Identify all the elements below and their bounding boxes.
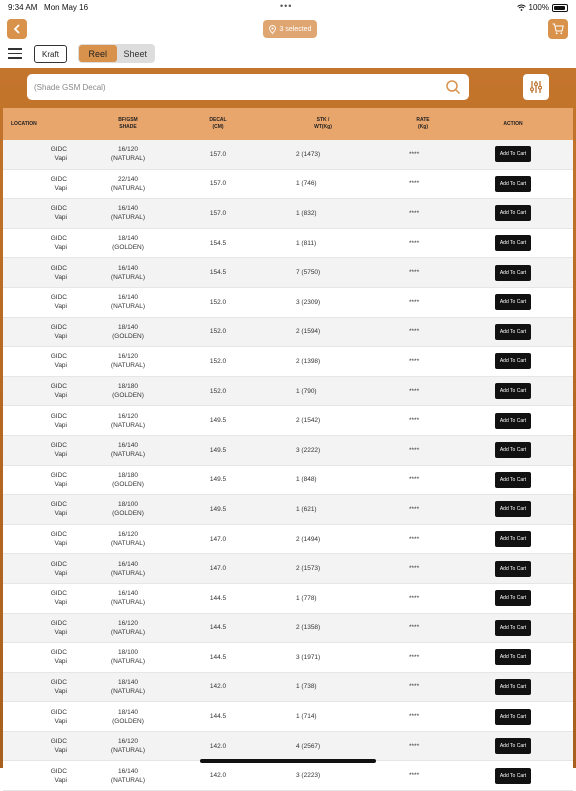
hamburger-menu-icon[interactable] bbox=[8, 48, 22, 59]
segment-sheet[interactable]: Sheet bbox=[123, 48, 148, 59]
cell-location: GIDC Vapi bbox=[50, 678, 67, 695]
cell-decal: 142.0 bbox=[209, 742, 227, 750]
cell-location: GIDC Vapi bbox=[50, 175, 67, 192]
cell-location: GIDC Vapi bbox=[50, 146, 67, 163]
cell-bf-gsm: 16/140 (NATURAL) bbox=[110, 767, 146, 784]
cell-decal: 152.0 bbox=[209, 357, 227, 365]
cell-bf-gsm: 16/140 (NATURAL) bbox=[110, 205, 146, 222]
cell-bf-gsm: 18/100 (GOLDEN) bbox=[112, 501, 144, 518]
cell-rate: **** bbox=[409, 594, 420, 602]
selected-location-pill[interactable] bbox=[263, 20, 317, 38]
cell-rate: **** bbox=[409, 535, 420, 543]
cell-location: GIDC Vapi bbox=[50, 323, 67, 340]
table-row bbox=[3, 406, 573, 436]
cell-rate: **** bbox=[409, 683, 420, 691]
cell-action bbox=[453, 679, 573, 695]
cell-stk-wt: 1 (778) bbox=[296, 594, 317, 602]
add-to-cart-button[interactable]: Add To Cart bbox=[495, 294, 531, 310]
cell-stk-wt: 1 (832) bbox=[296, 209, 317, 217]
cell-decal: 157.0 bbox=[209, 209, 227, 217]
kraft-filter-button[interactable]: Kraft bbox=[34, 45, 67, 63]
add-to-cart-button[interactable]: Add To Cart bbox=[495, 413, 531, 429]
table-row bbox=[3, 377, 573, 407]
back-button[interactable] bbox=[7, 19, 27, 39]
table-row bbox=[3, 554, 573, 584]
cell-rate: **** bbox=[409, 742, 420, 750]
cell-rate: **** bbox=[409, 565, 420, 573]
cell-bf-gsm: 16/120 (NATURAL) bbox=[110, 146, 146, 163]
cell-location: GIDC Vapi bbox=[50, 294, 67, 311]
cell-action bbox=[453, 176, 573, 192]
cell-action bbox=[453, 709, 573, 725]
add-to-cart-button[interactable]: Add To Cart bbox=[495, 353, 531, 369]
cell-rate: **** bbox=[409, 387, 420, 395]
cell-rate: **** bbox=[409, 653, 420, 661]
cell-location: GIDC Vapi bbox=[50, 205, 67, 222]
add-to-cart-button[interactable]: Add To Cart bbox=[495, 176, 531, 192]
cell-rate: **** bbox=[409, 150, 420, 158]
cell-decal: 157.0 bbox=[209, 180, 227, 188]
cell-bf-gsm: 18/180 (GOLDEN) bbox=[112, 383, 144, 400]
table-row bbox=[3, 584, 573, 614]
add-to-cart-button[interactable]: Add To Cart bbox=[495, 738, 531, 754]
selected-count-label: 3 selected bbox=[279, 25, 312, 33]
add-to-cart-button[interactable]: Add To Cart bbox=[495, 235, 531, 251]
cell-decal: 149.5 bbox=[209, 417, 227, 425]
table-row bbox=[3, 140, 573, 170]
cart-button[interactable] bbox=[548, 19, 568, 39]
cell-action bbox=[453, 413, 573, 429]
cell-decal: 147.0 bbox=[209, 565, 227, 573]
cell-action bbox=[453, 531, 573, 547]
cell-decal: 152.0 bbox=[209, 387, 227, 395]
cell-location: GIDC Vapi bbox=[50, 649, 67, 666]
add-to-cart-button[interactable]: Add To Cart bbox=[495, 205, 531, 221]
add-to-cart-button[interactable]: Add To Cart bbox=[495, 442, 531, 458]
cell-location: GIDC Vapi bbox=[50, 738, 67, 755]
cell-rate: **** bbox=[409, 269, 420, 277]
cell-stk-wt: 2 (1473) bbox=[296, 150, 321, 158]
cell-rate: **** bbox=[409, 239, 420, 247]
cell-action bbox=[453, 768, 573, 784]
add-to-cart-button[interactable]: Add To Cart bbox=[495, 709, 531, 725]
cell-location: GIDC Vapi bbox=[50, 353, 67, 370]
cell-location: GIDC Vapi bbox=[50, 531, 67, 548]
cell-decal: 149.5 bbox=[209, 505, 227, 513]
cell-stk-wt: 2 (1542) bbox=[296, 417, 321, 425]
home-indicator bbox=[200, 759, 376, 763]
cell-location: GIDC Vapi bbox=[50, 412, 67, 429]
cart-icon bbox=[552, 23, 564, 35]
table-body bbox=[3, 140, 573, 791]
cell-bf-gsm: 18/140 (GOLDEN) bbox=[112, 708, 144, 725]
reel-sheet-segmented-control bbox=[78, 44, 155, 63]
add-to-cart-button[interactable]: Add To Cart bbox=[495, 561, 531, 577]
table-row bbox=[3, 702, 573, 732]
cell-action bbox=[453, 146, 573, 162]
table-row bbox=[3, 288, 573, 318]
table-row bbox=[3, 229, 573, 259]
cell-stk-wt: 1 (746) bbox=[296, 180, 317, 188]
location-pin-icon bbox=[269, 25, 276, 34]
cell-stk-wt: 7 (5750) bbox=[296, 269, 321, 277]
table-row bbox=[3, 347, 573, 377]
cell-stk-wt: 2 (1398) bbox=[296, 357, 321, 365]
status-bar bbox=[0, 0, 576, 14]
cell-bf-gsm: 22/140 (NATURAL) bbox=[110, 175, 146, 192]
cell-decal: 144.5 bbox=[209, 594, 227, 602]
cell-rate: **** bbox=[409, 624, 420, 632]
add-to-cart-button[interactable]: Add To Cart bbox=[495, 383, 531, 399]
cell-rate: **** bbox=[409, 328, 420, 336]
cell-action bbox=[453, 265, 573, 281]
inventory-table bbox=[3, 108, 573, 784]
cell-action bbox=[453, 205, 573, 221]
cell-action bbox=[453, 501, 573, 517]
cell-stk-wt: 3 (2223) bbox=[296, 772, 321, 780]
cell-rate: **** bbox=[409, 505, 420, 513]
cell-location: GIDC Vapi bbox=[50, 767, 67, 784]
header-stk-wt: STK / WT(Kg) bbox=[314, 117, 332, 130]
cell-stk-wt: 1 (848) bbox=[296, 476, 317, 484]
cell-stk-wt: 4 (2567) bbox=[296, 742, 321, 750]
cell-rate: **** bbox=[409, 772, 420, 780]
cell-location: GIDC Vapi bbox=[50, 235, 67, 252]
cell-location: GIDC Vapi bbox=[50, 383, 67, 400]
cell-stk-wt: 1 (714) bbox=[296, 713, 317, 721]
cell-stk-wt: 1 (738) bbox=[296, 683, 317, 691]
search-input[interactable] bbox=[27, 74, 469, 100]
cell-rate: **** bbox=[409, 446, 420, 454]
table-row bbox=[3, 436, 573, 466]
table-row bbox=[3, 318, 573, 348]
cell-rate: **** bbox=[409, 713, 420, 721]
cell-stk-wt: 1 (811) bbox=[296, 239, 317, 247]
cell-location: GIDC Vapi bbox=[50, 501, 67, 518]
status-right bbox=[517, 3, 568, 12]
cell-bf-gsm: 16/140 (NATURAL) bbox=[110, 590, 146, 607]
cell-decal: 149.5 bbox=[209, 446, 227, 454]
cell-location: GIDC Vapi bbox=[50, 442, 67, 459]
cell-bf-gsm: 16/120 (NATURAL) bbox=[110, 619, 146, 636]
add-to-cart-button[interactable]: Add To Cart bbox=[495, 649, 531, 665]
table-row bbox=[3, 466, 573, 496]
table-row bbox=[3, 761, 573, 791]
cell-action bbox=[453, 649, 573, 665]
cell-rate: **** bbox=[409, 476, 420, 484]
cell-bf-gsm: 16/140 (NATURAL) bbox=[110, 442, 146, 459]
table-header bbox=[3, 108, 573, 140]
cell-bf-gsm: 16/120 (NATURAL) bbox=[110, 412, 146, 429]
add-to-cart-button[interactable]: Add To Cart bbox=[495, 620, 531, 636]
filter-button[interactable] bbox=[523, 74, 549, 100]
header-bf-gsm: BF/GSM SHADE bbox=[118, 117, 138, 130]
cell-decal: 142.0 bbox=[209, 683, 227, 691]
cell-action bbox=[453, 442, 573, 458]
cell-decal: 147.0 bbox=[209, 535, 227, 543]
cell-action bbox=[453, 324, 573, 340]
cell-decal: 144.5 bbox=[209, 624, 227, 632]
wifi-icon bbox=[517, 4, 526, 11]
table-row bbox=[3, 614, 573, 644]
cell-stk-wt: 3 (2222) bbox=[296, 446, 321, 454]
status-time: 9:34 AM Mon May 16 bbox=[8, 3, 89, 12]
cell-rate: **** bbox=[409, 180, 420, 188]
multitasking-dots[interactable]: ••• bbox=[280, 1, 293, 11]
cell-rate: **** bbox=[409, 357, 420, 365]
cell-stk-wt: 1 (790) bbox=[296, 387, 317, 395]
cell-decal: 142.0 bbox=[209, 772, 227, 780]
cell-decal: 152.0 bbox=[209, 298, 227, 306]
cell-action bbox=[453, 383, 573, 399]
add-to-cart-button[interactable]: Add To Cart bbox=[495, 146, 531, 162]
header-action: ACTION bbox=[503, 120, 523, 127]
cell-stk-wt: 2 (1573) bbox=[296, 565, 321, 573]
cell-bf-gsm: 16/140 (NATURAL) bbox=[110, 294, 146, 311]
search-icon[interactable] bbox=[445, 79, 461, 95]
table-row bbox=[3, 199, 573, 229]
header-location: LOCATION bbox=[11, 120, 37, 127]
table-row bbox=[3, 525, 573, 555]
cell-decal: 154.5 bbox=[209, 269, 227, 277]
add-to-cart-button[interactable]: Add To Cart bbox=[495, 679, 531, 695]
cell-bf-gsm: 16/140 (NATURAL) bbox=[110, 264, 146, 281]
add-to-cart-button[interactable]: Add To Cart bbox=[495, 531, 531, 547]
cell-bf-gsm: 16/120 (NATURAL) bbox=[110, 353, 146, 370]
cell-bf-gsm: 18/140 (GOLDEN) bbox=[112, 235, 144, 252]
table-row bbox=[3, 258, 573, 288]
segment-reel[interactable]: Reel bbox=[79, 45, 117, 62]
cell-stk-wt: 1 (621) bbox=[296, 505, 317, 513]
cell-stk-wt: 2 (1358) bbox=[296, 624, 321, 632]
table-row bbox=[3, 495, 573, 525]
cell-action bbox=[453, 738, 573, 754]
cell-location: GIDC Vapi bbox=[50, 708, 67, 725]
search-placeholder: (Shade GSM Decal) bbox=[34, 82, 106, 92]
add-to-cart-button[interactable]: Add To Cart bbox=[495, 501, 531, 517]
add-to-cart-button[interactable]: Add To Cart bbox=[495, 265, 531, 281]
sliders-icon bbox=[529, 80, 543, 94]
cell-decal: 154.5 bbox=[209, 239, 227, 247]
cell-decal: 149.5 bbox=[209, 476, 227, 484]
add-to-cart-button[interactable]: Add To Cart bbox=[495, 324, 531, 340]
cell-action bbox=[453, 294, 573, 310]
cell-action bbox=[453, 561, 573, 577]
cell-bf-gsm: 18/140 (GOLDEN) bbox=[112, 323, 144, 340]
cell-location: GIDC Vapi bbox=[50, 264, 67, 281]
cell-bf-gsm: 16/140 (NATURAL) bbox=[110, 560, 146, 577]
cell-bf-gsm: 18/100 (NATURAL) bbox=[110, 649, 146, 666]
cell-action bbox=[453, 235, 573, 251]
cell-stk-wt: 2 (1494) bbox=[296, 535, 321, 543]
table-row bbox=[3, 170, 573, 200]
table-row bbox=[3, 643, 573, 673]
cell-stk-wt: 3 (1971) bbox=[296, 653, 321, 661]
cell-rate: **** bbox=[409, 417, 420, 425]
cell-bf-gsm: 16/120 (NATURAL) bbox=[110, 531, 146, 548]
cell-decal: 144.5 bbox=[209, 653, 227, 661]
add-to-cart-button[interactable]: Add To Cart bbox=[495, 472, 531, 488]
cell-bf-gsm: 18/180 (GOLDEN) bbox=[112, 471, 144, 488]
cell-location: GIDC Vapi bbox=[50, 619, 67, 636]
cell-action bbox=[453, 472, 573, 488]
battery-icon bbox=[552, 4, 568, 12]
header-decal: DECAL (CM) bbox=[209, 117, 227, 130]
cell-action bbox=[453, 620, 573, 636]
header-rate: RATE (Kg) bbox=[416, 117, 430, 130]
cell-decal: 152.0 bbox=[209, 328, 227, 336]
cell-bf-gsm: 16/120 (NATURAL) bbox=[110, 738, 146, 755]
cell-bf-gsm: 18/140 (NATURAL) bbox=[110, 678, 146, 695]
cell-location: GIDC Vapi bbox=[50, 471, 67, 488]
cell-stk-wt: 2 (1594) bbox=[296, 328, 321, 336]
cell-decal: 157.0 bbox=[209, 150, 227, 158]
cell-location: GIDC Vapi bbox=[50, 560, 67, 577]
cell-rate: **** bbox=[409, 298, 420, 306]
cell-action bbox=[453, 590, 573, 606]
battery-percent: 100% bbox=[528, 3, 549, 12]
cell-stk-wt: 3 (2309) bbox=[296, 298, 321, 306]
add-to-cart-button[interactable]: Add To Cart bbox=[495, 768, 531, 784]
cell-location: GIDC Vapi bbox=[50, 590, 67, 607]
chevron-left-icon bbox=[13, 24, 21, 34]
cell-action bbox=[453, 353, 573, 369]
table-row bbox=[3, 673, 573, 703]
add-to-cart-button[interactable]: Add To Cart bbox=[495, 590, 531, 606]
cell-decal: 144.5 bbox=[209, 713, 227, 721]
table-row bbox=[3, 732, 573, 762]
cell-rate: **** bbox=[409, 209, 420, 217]
